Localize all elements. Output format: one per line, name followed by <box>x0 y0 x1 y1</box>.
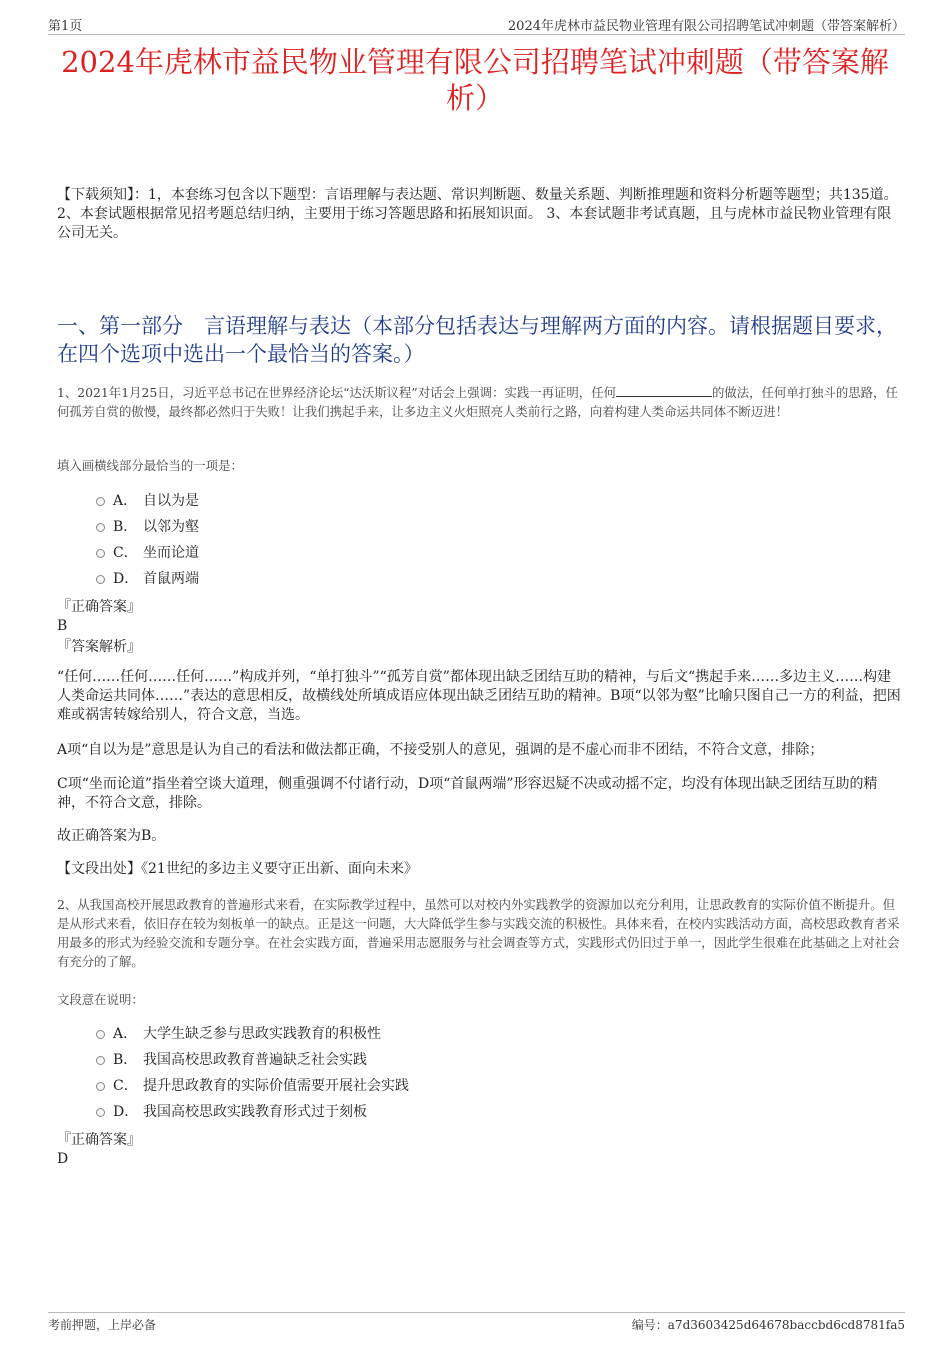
q1-analysis-label: 『答案解析』 <box>57 639 141 655</box>
q1-source: 【文段出处】《21世纪的多边主义要守正出新、面向未来》 <box>57 861 418 877</box>
q2-option-a[interactable]: A． 大学生缺乏参与思政实践教育的积极性 <box>96 1024 381 1044</box>
q1-analysis-1: “任何……任何……任何……”构成并列，“单打独斗”“孤芳自赏”都体现出缺乏团结互助的精神，与后文“携起手来……多边主义……构建人类命运共同体……”表达的意思相反，故横线处所填成语应体现出缺乏团结互助的精神。B项“以邻为壑”比喻只图自己一方的利益，把困难或祸害转嫁给别人，符合文意，当选。 <box>57 669 901 723</box>
radio-icon[interactable] <box>96 1108 105 1117</box>
download-notice: 【下载须知】：1，本套练习包含以下题型：言语理解与表达题、常识判断题、数量关系题、判断推理题和资料分析题等题型；共135道。 2、本套试题根据常见招考题总结归纳，主要用于练习答题思路和拓展知识面。 3、本套试题非考试真题，且与虎林市益民物业管理有限公司无关。 <box>57 187 898 241</box>
q2-option-d[interactable]: D． 我国高校思政实践教育形式过于刻板 <box>96 1102 367 1122</box>
radio-icon[interactable] <box>96 575 105 584</box>
section-title: 一、第一部分 言语理解与表达（本部分包括表达与理解两方面的内容。请根据题目要求，在四个选项中选出一个最恰当的答案。） <box>57 314 897 366</box>
q1-blank <box>616 384 712 397</box>
q2-option-c[interactable]: C． 提升思政教育的实际价值需要开展社会实践 <box>96 1076 409 1096</box>
document-title: 2024年虎林市益民物业管理有限公司招聘笔试冲刺题（带答案解析） <box>61 45 889 115</box>
q2-answer: D <box>57 1151 69 1167</box>
radio-icon[interactable] <box>96 1082 105 1091</box>
q2-stem: 2、从我国高校开展思政教育的普遍形式来看，在实际教学过程中，虽然可以对校内外实践教学的资源加以充分利用，让思政教育的实际价值不断提升。但是从形式来看，依旧存在较为刻板单一的缺点。正是这一问题，大大降低学生参与实践交流的积极性。具体来看，在校内实践活动方面，高校思政教育者采用最多的形式为经验交流和专题分享。在社会实践方面，普遍采用志愿服务与社会调查等方式，实践形式仍旧过于单一，因此学生很难在此基础之上对社会有充分的了解。 <box>57 897 900 969</box>
q1-option-b[interactable]: B． 以邻为壑 <box>96 517 199 537</box>
footer-slogan: 考前押题，上岸必备 <box>48 1318 157 1332</box>
radio-icon[interactable] <box>96 1030 105 1039</box>
q1-answer: B <box>57 618 68 634</box>
q1-analysis-4: 故正确答案为B。 <box>57 828 166 844</box>
radio-icon[interactable] <box>96 523 105 532</box>
q1-option-a[interactable]: A． 自以为是 <box>96 491 199 511</box>
q1-stem-before: 1、2021年1月25日，习近平总书记在世界经济论坛“达沃斯议程”对话会上强调：实践一再证明，任何 <box>57 385 616 400</box>
q1-stem-after: 的做法，任何单打独斗的思路，任何孤芳自赏的傲慢，最终都必然归于失败！让我们携起手来，让多边主义火炬照亮人类前行之路，向着构建人类命运共同体不断迈进！ <box>57 385 898 419</box>
page-footer <box>48 1312 905 1332</box>
page-number: 第1页 <box>48 19 83 34</box>
radio-icon[interactable] <box>96 497 105 506</box>
q1-stem <box>57 383 902 421</box>
radio-icon[interactable] <box>96 1056 105 1065</box>
radio-icon[interactable] <box>96 549 105 558</box>
q1-answer-label: 『正确答案』 <box>57 599 141 615</box>
q2-prompt: 文段意在说明： <box>57 992 144 1007</box>
q2-answer-label: 『正确答案』 <box>57 1132 141 1148</box>
q2-option-b[interactable]: B． 我国高校思政教育普遍缺乏社会实践 <box>96 1050 367 1070</box>
page-header <box>48 12 905 35</box>
q1-analysis-3: C项“坐而论道”指坐着空谈大道理，侧重强调不付诸行动，D项“首鼠两端”形容迟疑不决或动摇不定，均没有体现出缺乏团结互助的精神，不符合文意，排除。 <box>57 776 878 811</box>
footer-doc-id: 编号：a7d3603425d64678baccbd6cd8781fa5 <box>631 1318 905 1332</box>
q1-analysis-2: A项“自以为是”意思是认为自己的看法和做法都正确，不接受别人的意见，强调的是不虚心而非不团结，不符合文意，排除； <box>57 742 824 758</box>
q1-option-d[interactable]: D． 首鼠两端 <box>96 569 199 589</box>
q1-prompt: 填入画横线部分最恰当的一项是： <box>57 458 243 473</box>
q1-option-c[interactable]: C． 坐而论道 <box>96 543 199 563</box>
header-doc-title: 2024年虎林市益民物业管理有限公司招聘笔试冲刺题（带答案解析） <box>507 19 905 34</box>
